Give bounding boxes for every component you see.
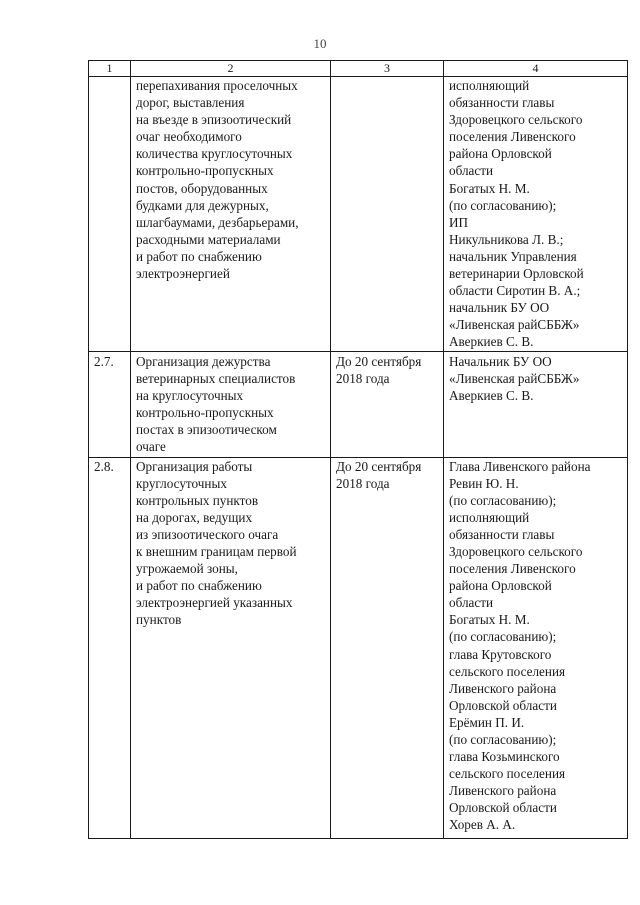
cell-text-line: обязанности главы <box>449 526 555 542</box>
cell-text-line: Организация дежурства <box>136 353 271 369</box>
cell-text-line: будками для дежурных, <box>136 197 269 213</box>
action-cell <box>131 77 331 352</box>
cell-text-line: поселения Ливенского <box>449 561 576 577</box>
cell-text-line: постах в эпизоотическом <box>136 421 277 437</box>
cell-text-line: Ревин Ю. Н. <box>449 475 519 491</box>
cell-text-line: постов, оборудованных <box>136 180 268 196</box>
row-number-cell <box>89 77 131 352</box>
cell-text-line: к внешним границам первой <box>136 543 297 559</box>
cell-text-line: Аверкиев С. В. <box>449 387 534 403</box>
responsible-cell <box>444 351 628 457</box>
cell-text-line: из эпизоотического очага <box>136 526 279 542</box>
cell-text-line: глава Козьминского <box>449 749 560 765</box>
cell-text-line: Орловской области <box>449 697 557 713</box>
cell-text-line: круглосуточных <box>136 475 227 491</box>
cell-text-line: Аверкиев С. В. <box>449 334 534 350</box>
cell-text-line: на въезде в эпизоотический <box>136 112 292 128</box>
column-header-deadline: 3 <box>331 61 444 77</box>
cell-text-line: обязанности главы <box>449 95 555 111</box>
table-header-row <box>89 61 628 77</box>
cell-text-line: Орловской области <box>449 800 557 816</box>
cell-text-line: пунктов <box>136 612 182 628</box>
cell-text-line: сельского поселения <box>449 766 566 782</box>
cell-text-line: количества круглосуточных <box>136 146 293 162</box>
cell-text-line: сельского поселения <box>449 663 566 679</box>
cell-text-line: района Орловской <box>449 146 552 162</box>
deadline-cell <box>331 77 444 352</box>
cell-text-line: 2018 года <box>336 475 390 491</box>
cell-text-line: (по согласованию); <box>449 732 557 747</box>
cell-text-line: исполняющий <box>449 509 530 525</box>
cell-text-line: начальник БУ ОО <box>449 300 550 316</box>
cell-text-line: на дорогах, ведущих <box>136 509 253 525</box>
cell-text-line: контрольно-пропускных <box>136 163 274 179</box>
cell-text-line: Ливенского района <box>449 680 557 696</box>
column-header-action: 2 <box>131 61 331 77</box>
deadline-cell <box>331 457 444 838</box>
cell-text-line: начальник Управления <box>449 248 577 264</box>
action-plan-table <box>88 60 628 839</box>
cell-text-line: Хорев А. А. <box>449 817 516 833</box>
cell-text-line: контрольно-пропускных <box>136 404 274 420</box>
page-number: 10 <box>313 36 327 51</box>
cell-text-line: Ливенского района <box>449 783 557 799</box>
action-cell <box>131 457 331 838</box>
cell-text-line: шлагбаумами, дезбарьерами, <box>136 214 299 230</box>
cell-text-line: 2018 года <box>336 370 390 386</box>
cell-text-line: на круглосуточных <box>136 387 244 403</box>
action-cell <box>131 351 331 457</box>
deadline-cell <box>331 351 444 457</box>
cell-text-line: расходными материалами <box>136 231 281 247</box>
cell-text-line: (по согласованию); <box>449 492 557 508</box>
cell-text-line: ветеринарии Орловской <box>449 266 584 282</box>
cell-text-line: ИП <box>449 214 469 230</box>
cell-text-line: контрольных пунктов <box>136 492 259 508</box>
row-number-cell: 2.8. <box>89 457 131 838</box>
row-number-cell: 2.7. <box>89 351 131 457</box>
cell-text-line: (по согласованию); <box>449 197 557 213</box>
column-header-responsible: 4 <box>444 61 628 77</box>
table-row <box>89 351 628 457</box>
cell-text-line: Ерёмин П. И. <box>449 714 525 730</box>
cell-text-line: (по согласованию); <box>449 629 557 645</box>
cell-text-line: электроэнергией указанных <box>136 595 293 611</box>
cell-text-line: Здоровецкого сельского <box>449 543 583 559</box>
cell-text-line: глава Крутовского <box>449 646 552 662</box>
cell-text-line: Здоровецкого сельского <box>449 112 583 128</box>
cell-text-line: и работ по снабжению <box>136 578 262 594</box>
cell-text-line: очаге <box>136 438 166 454</box>
cell-text-line: электроэнергией <box>136 266 230 282</box>
cell-text-line: До 20 сентября <box>336 458 422 474</box>
column-header-number: 1 <box>89 61 131 77</box>
cell-text-line: угрожаемой зоны, <box>136 561 238 577</box>
table-row <box>89 77 628 352</box>
cell-text-line: дорог, выставления <box>136 95 245 111</box>
cell-text-line: области <box>449 595 494 611</box>
cell-text-line: ветеринарных специалистов <box>136 370 296 386</box>
cell-text-line: поселения Ливенского <box>449 129 576 145</box>
cell-text-line: и работ по снабжению <box>136 248 262 264</box>
cell-text-line: Начальник БУ ОО <box>449 353 552 369</box>
responsible-cell <box>444 457 628 838</box>
cell-text-line: области <box>449 163 494 179</box>
cell-text-line: области Сиротин В. А.; <box>449 283 581 299</box>
cell-text-line: очаг необходимого <box>136 129 242 145</box>
cell-text-line: Богатых Н. М. <box>449 180 530 196</box>
cell-text-line: «Ливенская райСББЖ» <box>449 370 580 386</box>
cell-text-line: «Ливенская райСББЖ» <box>449 317 580 333</box>
cell-text-line: района Орловской <box>449 578 552 594</box>
table-row <box>89 457 628 838</box>
cell-text-line: Организация работы <box>136 458 253 474</box>
cell-text-line: Богатых Н. М. <box>449 612 530 628</box>
cell-text-line: перепахивания проселочных <box>136 78 298 93</box>
cell-text-line: Никульникова Л. В.; <box>449 231 564 247</box>
cell-text-line: Глава Ливенского района <box>449 458 591 474</box>
cell-text-line: До 20 сентября <box>336 353 422 369</box>
cell-text-line: исполняющий <box>449 78 530 93</box>
responsible-cell <box>444 77 628 352</box>
